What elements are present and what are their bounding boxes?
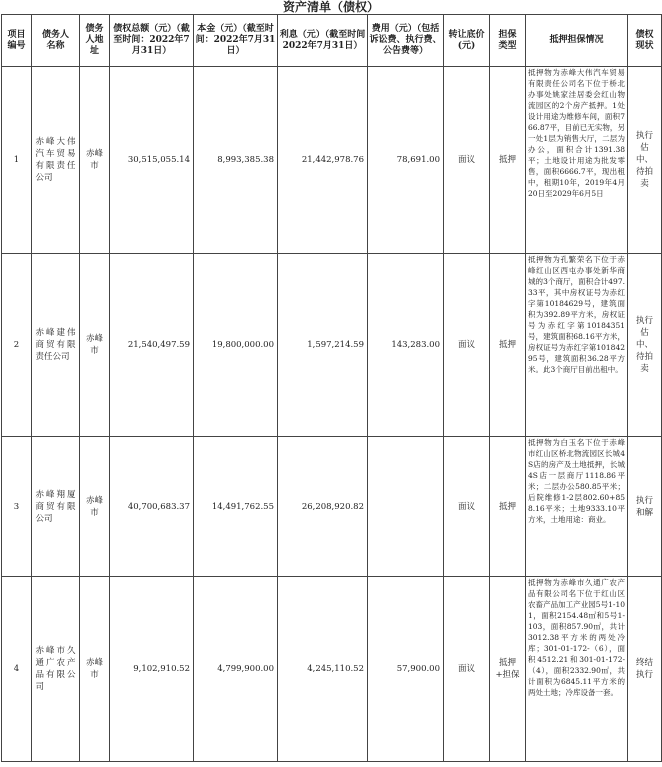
cell-fees: 143,283.00 <box>368 254 444 437</box>
cell-guarantee: 抵押 <box>490 254 526 437</box>
cell-guarantee: 抵押 <box>490 437 526 577</box>
table-row <box>2 577 662 762</box>
cell-interest: 21,442,978.76 <box>278 67 368 254</box>
cell-fees <box>368 437 444 577</box>
cell-total: 40,700,683.37 <box>110 437 194 577</box>
header-total: 债权总额（元）（截至时间：2022年7月31日） <box>110 15 194 67</box>
cell-principal: 4,799,900.00 <box>194 577 278 762</box>
cell-principal: 19,800,000.00 <box>194 254 278 437</box>
table-row <box>2 254 662 437</box>
cell-location: 赤峰市 <box>80 437 110 577</box>
cell-status: 执行估中、待拍卖 <box>628 67 662 254</box>
cell-pledge: 抵押物为孔繁荣名下位于赤峰红山区西屯办事处新华商城的3个商厅，面积合计497.33平，其中房权证号为赤红字第10184629号，建筑面积为392.89平方米，房权证号为赤红字第10184351号，建筑面积68.16平方米，房权证号为赤红字第10184295号，建筑面积36.28平方米。此3个商厅目前出租中。 <box>526 254 628 437</box>
cell-transfer: 面议 <box>444 577 490 762</box>
cell-no: 2 <box>2 254 32 437</box>
header-fees: 费用（元）（包括诉讼费、执行费、公告费等） <box>368 15 444 67</box>
table-header-row <box>2 15 662 67</box>
cell-interest: 26,208,920.82 <box>278 437 368 577</box>
cell-pledge: 抵押物为赤峰市久通广农产品有限公司名下位于红山区农畜产品加工产业园5号1-101，面积2154.48㎡和5号1-103，面积857.90㎡，共计3012.38平方米的两处冷库；301-01-172-（6），面积4512.21和301-01-172-（4），面积2332.90㎡，共计面积为6845.11平方米的两处土地；冷库设备一套。 <box>526 577 628 762</box>
cell-debtor: 赤峰大伟汽车贸易有限责任公司 <box>32 67 80 254</box>
page-title: 资产清单（债权） <box>282 0 379 14</box>
cell-status: 终结执行 <box>628 577 662 762</box>
cell-total: 9,102,910.52 <box>110 577 194 762</box>
cell-total: 30,515,055.14 <box>110 67 194 254</box>
cell-principal: 8,993,385.38 <box>194 67 278 254</box>
cell-guarantee: 抵押+担保 <box>490 577 526 762</box>
table-row <box>2 437 662 577</box>
header-principal: 本金（元）（截至时间：2022年7月31日） <box>194 15 278 67</box>
cell-debtor: 赤峰市久通广农产品有限公司 <box>32 577 80 762</box>
cell-principal: 14,491,762.55 <box>194 437 278 577</box>
cell-interest: 1,597,214.59 <box>278 254 368 437</box>
header-guarantee: 担保类型 <box>490 15 526 67</box>
cell-interest: 4,245,110.52 <box>278 577 368 762</box>
cell-transfer: 面议 <box>444 254 490 437</box>
header-debtor: 债务人名称 <box>32 15 80 67</box>
cell-guarantee: 抵押 <box>490 67 526 254</box>
cell-no: 1 <box>2 67 32 254</box>
cell-status: 执行估中、待拍卖 <box>628 254 662 437</box>
cell-location: 赤峰市 <box>80 254 110 437</box>
cell-pledge: 抵押物为赤峰大伟汽车贸易有限责任公司名下位于桥北办事处姚家洼居委会红山物流园区的2个房产抵押。1处设计用途为维修车间，面积766.87平，目前已无实物，另一处1层为销售大厅，二层为办公，面积合计1391.38平；土地设计用途为批发零售，面积6666.7平，现出租中，租期10年，2019年4月20日至2029年6月5日 <box>526 67 628 254</box>
cell-debtor: 赤峰翔厦商贸有限公司 <box>32 437 80 577</box>
cell-transfer: 面议 <box>444 437 490 577</box>
cell-location: 赤峰市 <box>80 67 110 254</box>
cell-no: 4 <box>2 577 32 762</box>
cell-fees: 57,900.00 <box>368 577 444 762</box>
table-row <box>2 67 662 254</box>
cell-fees: 78,691.00 <box>368 67 444 254</box>
header-transfer: 转让底价(元) <box>444 15 490 67</box>
cell-transfer: 面议 <box>444 67 490 254</box>
asset-table <box>1 14 662 762</box>
cell-location: 赤峰市 <box>80 577 110 762</box>
header-location: 债务人地址 <box>80 15 110 67</box>
cell-no: 3 <box>2 437 32 577</box>
cell-debtor: 赤峰建伟商贸有限责任公司 <box>32 254 80 437</box>
header-interest: 利息（元）（截至时间2022年7月31日） <box>278 15 368 67</box>
cell-total: 21,540,497.59 <box>110 254 194 437</box>
header-pledge: 抵押担保情况 <box>526 15 628 67</box>
cell-status: 执行和解 <box>628 437 662 577</box>
cell-pledge: 抵押物为白玉名下位于赤峰市红山区桥北物流园区长城4S店的房产及土地抵押，长城4S店一层商厅1118.86平米；二层办公580.85平米；后院维修1-2层802.60+858.16平米；土地9333.10平方米，土地用途：商业。 <box>526 437 628 577</box>
header-status: 债权现状 <box>628 15 662 67</box>
header-no: 项目编号 <box>2 15 32 67</box>
